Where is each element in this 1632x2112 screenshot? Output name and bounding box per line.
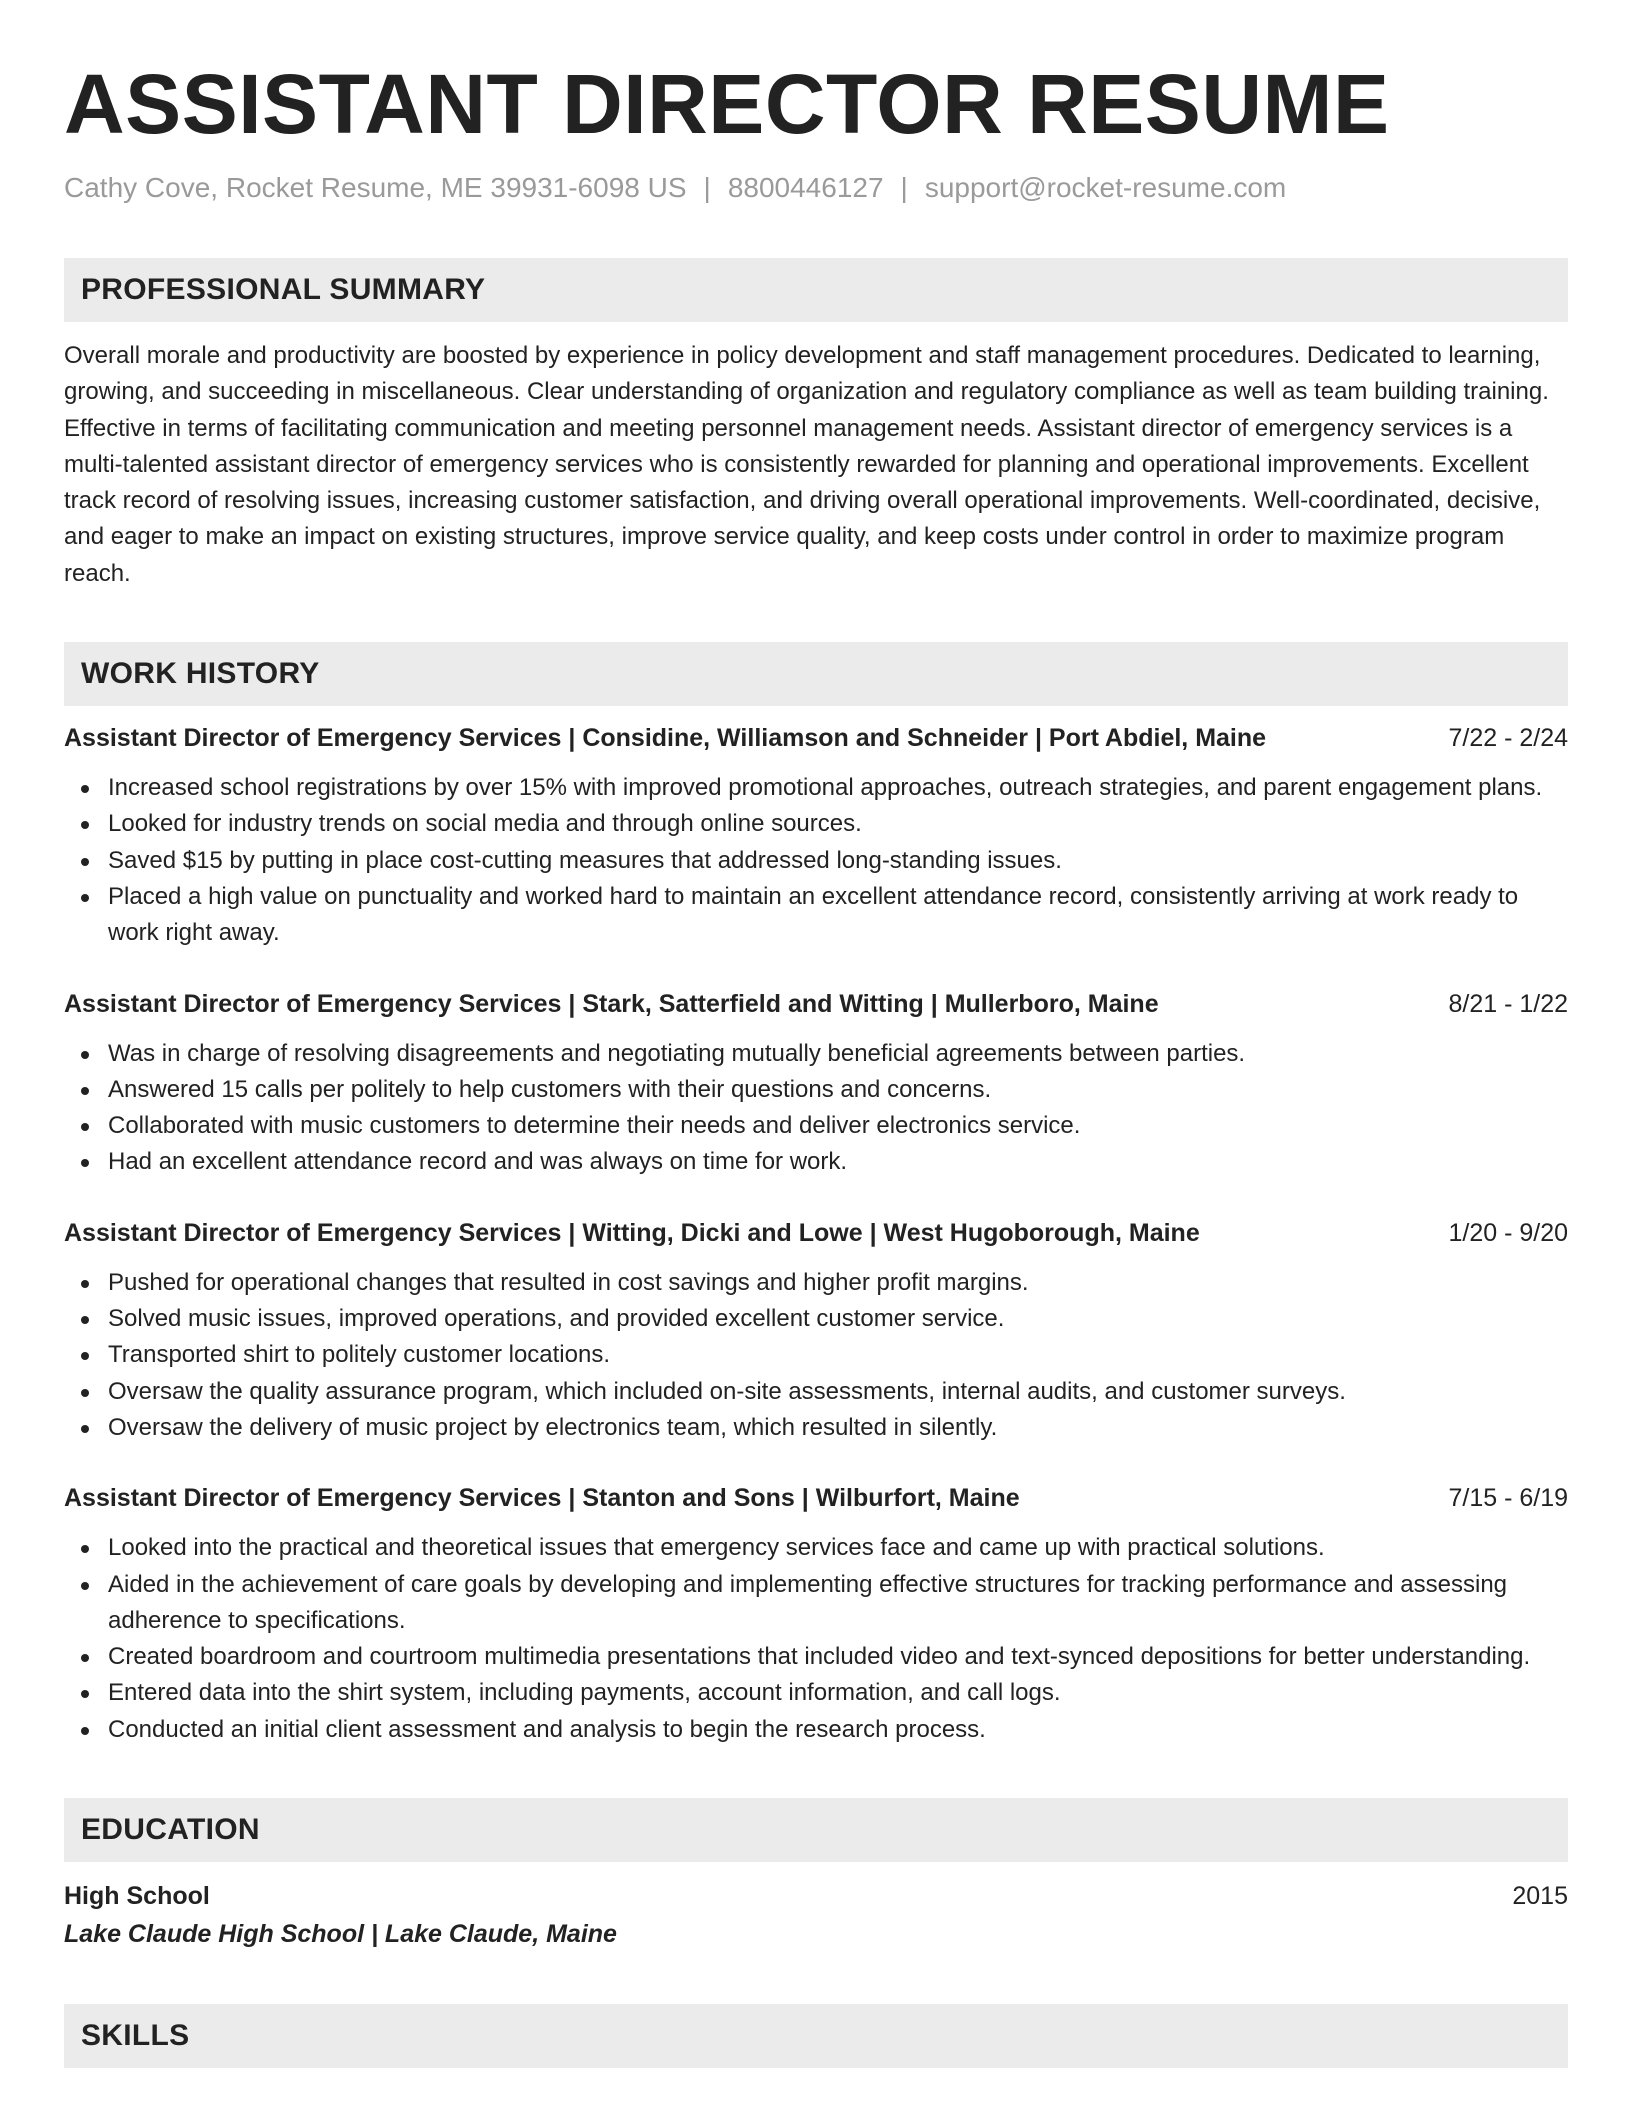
job-title: Assistant Director of Emergency Services | Stanton and Sons | Wilburfort, Maine — [64, 1484, 1020, 1513]
job-entry — [64, 1215, 1568, 1446]
contact-separator: | — [703, 172, 711, 203]
education-year: 2015 — [1512, 1882, 1568, 1911]
job-bullet: Oversaw the quality assurance program, which included on-site assessments, internal audits, and customer surveys. — [64, 1374, 1568, 1410]
job-bullet: Placed a high value on punctuality and worked hard to maintain an excellent attendance record, consistently arriving at work ready to work right away. — [64, 879, 1568, 952]
job-header — [64, 1215, 1568, 1251]
job-header — [64, 986, 1568, 1022]
job-dates: 7/22 - 2/24 — [1448, 724, 1568, 753]
education-school: Lake Claude High School | Lake Claude, Maine — [64, 1920, 617, 1949]
job-bullet-list — [64, 1265, 1568, 1446]
job-bullet: Answered 15 calls per politely to help customers with their questions and concerns. — [64, 1072, 1568, 1108]
education-entry — [64, 1878, 1568, 1954]
job-bullet: Created boardroom and courtroom multimedia presentations that included video and text-synced depositions for better understanding. — [64, 1639, 1568, 1675]
job-header — [64, 1480, 1568, 1516]
contact-address: Cathy Cove, Rocket Resume, ME 39931-6098 US — [64, 172, 687, 203]
contact-separator: | — [900, 172, 908, 203]
summary-text: Overall morale and productivity are boosted by experience in policy development and staff management procedures. Dedicated to learning, growing, and succeeding in miscellaneous. Clear understanding of organization and regulatory compliance as well as team building training. Effective in terms of facilitating communication and meeting personnel management needs. Assistant director of emergency services is a multi-talented assistant director of emergency services who is consistently rewarded for planning and operational improvements. Excellent track record of resolving issues, increasing customer satisfaction, and driving overall operational improvements. Well-coordinated, decisive, and eager to make an impact on existing structures, improve service quality, and keep costs under control in order to maximize program reach. — [64, 342, 1549, 587]
job-bullet: Looked into the practical and theoretical issues that emergency services face and came up with practical solutions. — [64, 1530, 1568, 1566]
job-bullet: Solved music issues, improved operations, and provided excellent customer service. — [64, 1301, 1568, 1337]
job-header — [64, 720, 1568, 756]
education-degree: High School — [64, 1882, 210, 1911]
work-history-heading: WORK HISTORY — [64, 642, 1568, 706]
job-entry — [64, 720, 1568, 951]
job-bullet: Aided in the achievement of care goals by developing and implementing effective structures for tracking performance and assessing adherence to specifications. — [64, 1567, 1568, 1640]
job-entry — [64, 986, 1568, 1181]
job-title: Assistant Director of Emergency Services | Considine, Williamson and Schneider | Port Abdiel, Maine — [64, 724, 1267, 753]
job-bullet: Had an excellent attendance record and was always on time for work. — [64, 1144, 1568, 1180]
summary-heading: PROFESSIONAL SUMMARY — [64, 258, 1568, 322]
job-bullet: Increased school registrations by over 15% with improved promotional approaches, outreach strategies, and parent engagement plans. — [64, 770, 1568, 806]
job-title: Assistant Director of Emergency Services | Witting, Dicki and Lowe | West Hugoborough, Maine — [64, 1218, 1200, 1247]
job-dates: 1/20 - 9/20 — [1448, 1218, 1568, 1247]
resume-title: ASSISTANT DIRECTOR RESUME — [64, 57, 1390, 151]
skills-heading: SKILLS — [64, 2004, 1568, 2068]
job-bullet: Was in charge of resolving disagreements and negotiating mutually beneficial agreements between parties. — [64, 1036, 1568, 1072]
job-bullet: Saved $15 by putting in place cost-cutting measures that addressed long-standing issues. — [64, 843, 1568, 879]
job-dates: 8/21 - 1/22 — [1448, 989, 1568, 1018]
job-bullet: Oversaw the delivery of music project by electronics team, which resulted in silently. — [64, 1410, 1568, 1446]
contact-email: support@rocket-resume.com — [924, 172, 1287, 203]
job-dates: 7/15 - 6/19 — [1448, 1484, 1568, 1513]
job-entry — [64, 1480, 1568, 1748]
education-heading: EDUCATION — [64, 1798, 1568, 1862]
job-bullet: Looked for industry trends on social media and through online sources. — [64, 806, 1568, 842]
job-bullet-list — [64, 770, 1568, 951]
job-title: Assistant Director of Emergency Services | Stark, Satterfield and Witting | Mullerboro, Maine — [64, 989, 1159, 1018]
job-bullet: Pushed for operational changes that resulted in cost savings and higher profit margins. — [64, 1265, 1568, 1301]
work-history-list — [64, 720, 1568, 1748]
job-bullet: Collaborated with music customers to determine their needs and deliver electronics service. — [64, 1108, 1568, 1144]
contact-phone: 8800446127 — [727, 172, 884, 203]
contact-line — [64, 170, 1568, 206]
education-header — [64, 1878, 1568, 1914]
job-bullet: Conducted an initial client assessment and analysis to begin the research process. — [64, 1712, 1568, 1748]
job-bullet-list — [64, 1530, 1568, 1748]
job-bullet-list — [64, 1036, 1568, 1181]
job-bullet: Transported shirt to politely customer locations. — [64, 1337, 1568, 1373]
job-bullet: Entered data into the shirt system, including payments, account information, and call logs. — [64, 1675, 1568, 1711]
